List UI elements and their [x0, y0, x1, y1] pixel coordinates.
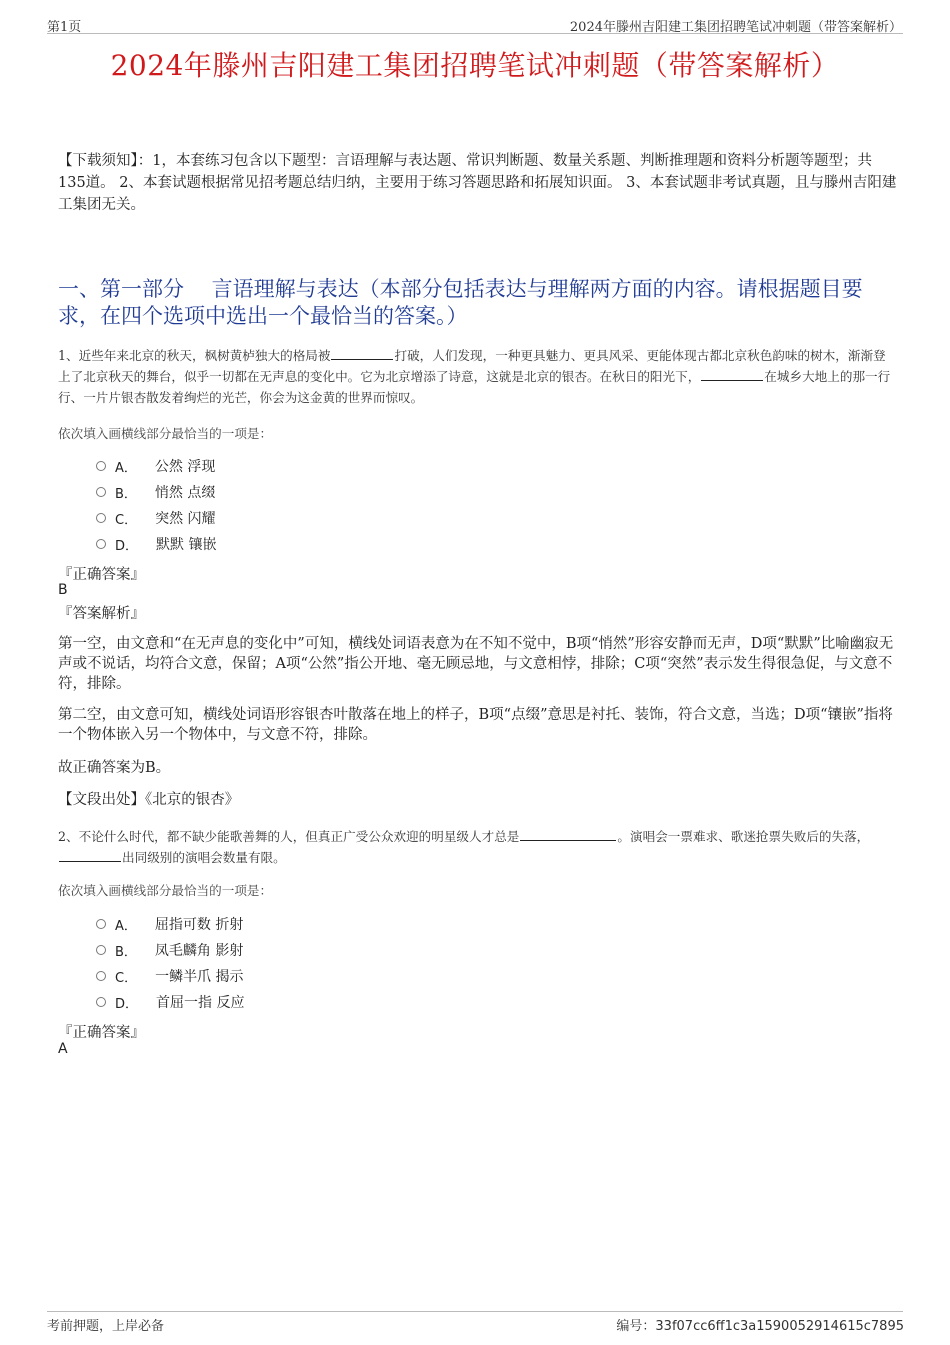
question-1-analysis-paragraph: 第一空，由文意和“在无声息的变化中”可知，横线处词语表意为在不知不觉中，B项“悄然”形容安静而无声，D项“默默”比喻幽寂无声或不说话，均符合文意，保留；A项“公然”指公开地、毫无顾忌地，与文意相悖，排除；C项“突然”表示发生得很急促，与文意不符，排除。: [58, 636, 894, 692]
radio-icon[interactable]: [96, 461, 106, 471]
question-1-option-b[interactable]: B． 悄然 点缀: [96, 482, 215, 502]
question-1-text: 1、近些年来北京的秋天，枫树黄栌独大的格局被 打破，人们发现，一种更具魅力、更具风采、更能体现古都北京秋色韵味的树木，渐渐登上了北京秋天的舞台，似乎一切都在无声息的变化中。它为北京增添了诗意，这就是北京的银杏。在秋日的阳光下， 在城乡大地上的那一行行、一片片银杏散发着绚烂的光芒，你会为这金黄的世界而惊叹。: [58, 348, 891, 405]
radio-icon[interactable]: [96, 997, 106, 1007]
question-2-answer: A: [58, 1041, 68, 1057]
question-1-analysis-paragraph: 第二空，由文意可知，横线处词语形容银杏叶散落在地上的样子，B项“点缀”意思是衬托、装饰，符合文意，当选；D项“镶嵌”指将一个物体嵌入另一个物体中，与文意不符，排除。: [58, 707, 893, 743]
question-1-answer: B: [58, 582, 68, 598]
radio-icon[interactable]: [96, 919, 106, 929]
blank-1: [331, 346, 393, 360]
section-title: 一、第一部分 言语理解与表达（本部分包括表达与理解两方面的内容。请根据题目要求，在四个选项中选出一个最恰当的答案。）: [58, 277, 863, 328]
radio-icon[interactable]: [96, 539, 106, 549]
question-2-option-c[interactable]: C． 一鳞半爪 揭示: [96, 966, 244, 986]
question-1-option-d[interactable]: D． 默默 镶嵌: [96, 534, 216, 554]
radio-icon[interactable]: [96, 945, 106, 955]
question-1-source: 【文段出处】《北京的银杏》: [58, 792, 240, 808]
footer-document-code: 编号：33f07cc6ff1c3a1590052914615c7895: [616, 1319, 904, 1334]
document-title: 2024年滕州吉阳建工集团招聘笔试冲刺题（带答案解析）: [110, 49, 840, 82]
question-2-option-d[interactable]: D． 首屈一指 反应: [96, 992, 244, 1012]
blank-1: [520, 827, 616, 841]
question-1-option-c[interactable]: C． 突然 闪耀: [96, 508, 216, 528]
question-2-option-a[interactable]: A． 屈指可数 折射: [96, 914, 243, 934]
radio-icon[interactable]: [96, 487, 106, 497]
question-2-option-b[interactable]: B． 凤毛麟角 影射: [96, 940, 243, 960]
header-divider: [47, 33, 903, 34]
footer-divider: [47, 1311, 903, 1312]
question-2-instruction: 依次填入画横线部分最恰当的一项是：: [58, 883, 273, 898]
question-1-instruction: 依次填入画横线部分最恰当的一项是：: [58, 426, 273, 441]
question-1-option-a[interactable]: A． 公然 浮现: [96, 456, 215, 476]
blank-2: [59, 848, 121, 862]
radio-icon[interactable]: [96, 971, 106, 981]
question-2-text: 2、不论什么时代，都不缺少能歌善舞的人，但真正广受公众欢迎的明星级人才总是 。演唱会一票难求、歌迷抢票失败后的失落，出同级别的演唱会数量有限。: [58, 829, 870, 865]
question-2-answer-label: 『正确答案』: [58, 1025, 145, 1041]
question-1-conclusion: 故正确答案为B。: [58, 760, 171, 776]
download-notice: 【下载须知】：1，本套练习包含以下题型：言语理解与表达题、常识判断题、数量关系题、判断推理题和资料分析题等题型；共135道。 2、本套试题根据常见招考题总结归纳，主要用于练习答题思路和拓展知识面。 3、本套试题非考试真题，且与滕州吉阳建工集团无关。: [58, 153, 897, 213]
question-1-analysis-label: 『答案解析』: [58, 606, 145, 622]
question-1-answer-label: 『正确答案』: [58, 567, 145, 583]
blank-2: [701, 367, 763, 381]
radio-icon[interactable]: [96, 513, 106, 523]
footer-slogan: 考前押题，上岸必备: [47, 1319, 165, 1334]
header-doc-title: 2024年滕州吉阳建工集团招聘笔试冲刺题（带答案解析）: [569, 20, 902, 35]
page-number: 第1页: [47, 20, 82, 35]
